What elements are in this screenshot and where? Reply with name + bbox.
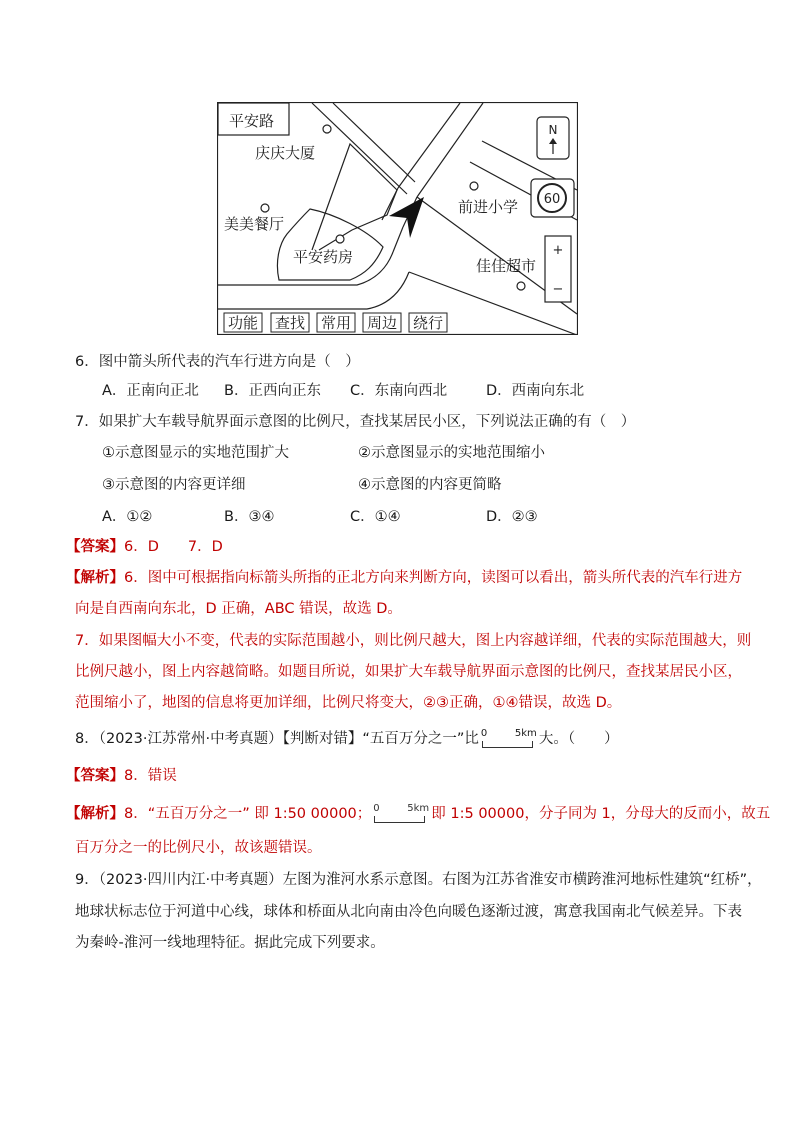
search-button[interactable]: 查找 xyxy=(274,314,306,332)
q7-item-3: ③示意图的内容更详细 xyxy=(102,477,246,493)
analysis2-line-2: 百万分之一的比例尺小，故该题错误。 xyxy=(75,840,322,856)
detour-button[interactable]: 绕行 xyxy=(412,314,444,332)
analysis-line-3: 7．如果图幅大小不变，代表的实际范围越小，则比例尺越大，图上内容越详细，代表的实际范围越大，则 xyxy=(75,633,752,649)
qingqing-poi-marker[interactable] xyxy=(323,125,331,133)
nearby-button[interactable]: 周边 xyxy=(366,314,398,332)
analysis-tag: 【解析】 xyxy=(66,806,124,822)
common-button[interactable]: 常用 xyxy=(320,314,352,332)
analysis-line-4: 比例尺越小，图上内容越简略。如题目所说，如果扩大车载导航界面示意图的比例尺，查找某居民小区， xyxy=(75,664,742,680)
meimei-label: 美美餐厅 xyxy=(224,215,285,233)
q6-option-c[interactable]: C．东南向西北 xyxy=(350,383,448,399)
speed-limit-sign xyxy=(531,179,574,217)
analysis-line-2: 向是自西南向东北，D 正确，ABC 错误，故选 D。 xyxy=(75,601,402,617)
q9-line-2: 地球状标志位于河道中心线，球体和桥面从北向南由冷色向暖色逐渐过渡，寓意我国南北气候差异。下表 xyxy=(75,904,742,920)
q6-option-b[interactable]: B．正西向正东 xyxy=(224,383,321,399)
scale-zero: 0 xyxy=(480,728,488,739)
answer-tag: 【答案】 xyxy=(66,768,124,784)
q9-line-1: 9．（2023·四川内江·中考真题）左图为淮河水系示意图。右图为江苏省淮安市横跨淮河地标性建筑“红桥”， xyxy=(75,872,762,888)
q7-item-4: ④示意图的内容更简略 xyxy=(358,477,502,493)
q7-option-d[interactable]: D．②③ xyxy=(486,509,538,525)
analysis-line-1 xyxy=(66,568,742,588)
analysis-line-5: 范围缩小了，地图的信息将更加详细，比例尺将变大，②③正确，①④错误，故选 D。 xyxy=(75,695,622,711)
q6-stem: 6．图中箭头所代表的汽车行进方向是（ ） xyxy=(75,354,360,370)
q7-item-2: ②示意图显示的实地范围缩小 xyxy=(358,445,545,461)
analysis2-pre: 8．“五百万分之一” 即 1:50 00000； xyxy=(124,806,372,822)
answer-tag: 【答案】 xyxy=(66,539,124,555)
scale-zero: 0 xyxy=(373,803,380,814)
q7-stem: 7．如果扩大车载导航界面示意图的比例尺，查找某居民小区，下列说法正确的有（ ） xyxy=(75,414,636,430)
analysis2-post: 即 1:5 00000，分子同为 1，分母大的反而小，故五 xyxy=(431,806,771,822)
q8-pre: 8．（2023·江苏常州·中考真题）【判断对错】“五百万分之一”比 xyxy=(75,731,479,747)
pharmacy-poi-marker[interactable] xyxy=(336,235,344,243)
function-button[interactable]: 功能 xyxy=(227,314,259,332)
q7-option-a[interactable]: A．①② xyxy=(102,509,153,525)
q8-stem xyxy=(75,729,619,751)
analysis-tag: 【解析】 xyxy=(66,570,124,586)
answer-text: 6．D 7．D xyxy=(124,539,223,555)
answer-block-2 xyxy=(66,766,177,786)
zoom-control[interactable] xyxy=(545,236,571,302)
road-label: 平安路 xyxy=(229,112,275,130)
scale-bar-icon xyxy=(479,729,539,751)
qingqing-label: 庆庆大厦 xyxy=(255,144,316,162)
zoom-in-button[interactable]: + xyxy=(552,243,564,258)
speed-value: 60 xyxy=(543,192,561,207)
scale-bar-icon xyxy=(371,804,431,826)
q6-option-a[interactable]: A．正南向正北 xyxy=(102,383,199,399)
q6-option-d[interactable]: D．西南向东北 xyxy=(486,383,585,399)
scale-km: 5km xyxy=(514,728,537,739)
pharmacy-label: 平安药房 xyxy=(293,248,354,266)
q9-line-3: 为秦岭-淮河一线地理特征。据此完成下列要求。 xyxy=(75,935,385,951)
qianjin-label: 前进小学 xyxy=(458,198,519,216)
q7-item-1: ①示意图显示的实地范围扩大 xyxy=(102,445,289,461)
north-label: N xyxy=(548,123,558,137)
scale-km: 5km xyxy=(407,803,430,814)
answer-block-1 xyxy=(66,537,223,557)
jiajia-poi-marker[interactable] xyxy=(517,282,525,290)
answer-text: 8．错误 xyxy=(124,768,177,784)
analysis-text: 6．图中可根据指向标箭头所指的正北方向来判断方向，读图可以看出，箭头所代表的汽车行进方 xyxy=(124,570,743,586)
analysis2-line-1 xyxy=(66,804,770,826)
q7-option-c[interactable]: C．①④ xyxy=(350,509,401,525)
qianjin-poi-marker[interactable] xyxy=(470,182,478,190)
q7-option-b[interactable]: B．③④ xyxy=(224,509,275,525)
q8-post: 大。（ ） xyxy=(538,731,619,747)
north-indicator[interactable] xyxy=(537,117,569,159)
jiajia-label: 佳佳超市 xyxy=(476,257,537,275)
meimei-poi-marker[interactable] xyxy=(261,204,269,212)
zoom-out-button[interactable]: − xyxy=(552,282,564,297)
navigation-map xyxy=(217,102,578,335)
